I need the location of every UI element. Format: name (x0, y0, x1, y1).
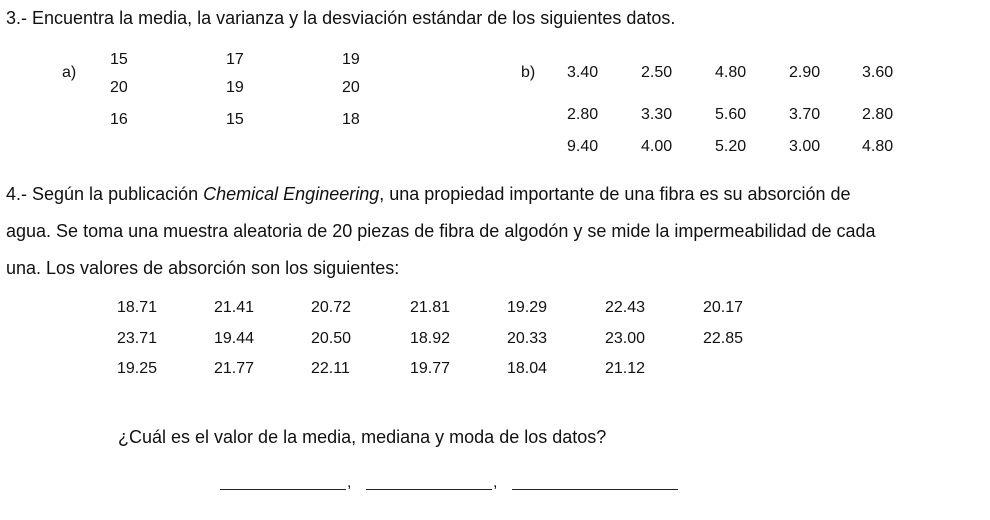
q3-b-value: 2.80 (567, 106, 599, 123)
q3-a-value: 19 (226, 79, 244, 96)
q3-b-value: 3.60 (862, 64, 894, 81)
q4-value: 18.71 (117, 299, 158, 316)
q3-a-value: 20 (110, 79, 128, 96)
q4-line-1: 4.- Según la publicación Chemical Engineering, una propiedad importante de una fibra es su absorción de (6, 184, 851, 204)
q3-b-value: 2.80 (862, 106, 894, 123)
q3-b-value: 5.60 (715, 106, 747, 123)
q4-value: 19.29 (507, 299, 548, 316)
q4-value: 21.12 (605, 360, 646, 377)
answer-blank-mean[interactable] (220, 489, 346, 490)
q3-a-value: 19 (342, 51, 360, 68)
q4-line-2: agua. Se toma una muestra aleatoria de 20 piezas de fibra de algodón y se mide la impermeabilidad de cada (6, 221, 876, 241)
q3-b-value: 3.40 (567, 64, 599, 81)
q4-value: 21.77 (214, 360, 255, 377)
q3-a-value: 16 (110, 111, 128, 128)
q4-value: 22.43 (605, 299, 646, 316)
q3-b-value: 4.00 (641, 138, 673, 155)
q4-line-3: una. Los valores de absorción son los siguientes: (6, 258, 400, 278)
q4-value: 20.33 (507, 330, 548, 347)
q3-a-value: 18 (342, 111, 360, 128)
q4-value: 22.85 (703, 330, 744, 347)
q3-a-value: 20 (342, 79, 360, 96)
q4-value: 19.25 (117, 360, 158, 377)
q4-question: ¿Cuál es el valor de la media, mediana y moda de los datos? (118, 427, 607, 447)
answer-blank-mode[interactable] (512, 489, 678, 490)
q4-value: 18.04 (507, 360, 548, 377)
q3-b-value: 2.90 (789, 64, 821, 81)
q3-b-value: 5.20 (715, 138, 747, 155)
q3-a-value: 15 (110, 51, 128, 68)
q3-a-value: 17 (226, 51, 244, 68)
q4-value: 21.81 (410, 299, 451, 316)
q4-value: 19.77 (410, 360, 451, 377)
q3-title: 3.- Encuentra la media, la varianza y la desviación estándar de los siguientes datos. (6, 8, 676, 28)
q3-b-value: 3.00 (789, 138, 821, 155)
answer-blank-median[interactable] (366, 489, 492, 490)
q4-value: 22.11 (311, 360, 350, 377)
q4-value: 23.71 (117, 330, 158, 347)
q3-a-value: 15 (226, 111, 244, 128)
q4-value: 19.44 (214, 330, 255, 347)
q4-value: 18.92 (410, 330, 451, 347)
q3-b-value: 2.50 (641, 64, 673, 81)
q4-value: 20.50 (311, 330, 352, 347)
q4-value: 20.17 (703, 299, 744, 316)
q3-b-value: 4.80 (862, 138, 894, 155)
q3-b-value: 3.70 (789, 106, 821, 123)
q4-value: 21.41 (214, 299, 255, 316)
q3-a-label: a) (62, 64, 77, 81)
q4-value: 20.72 (311, 299, 352, 316)
comma-1: , (347, 474, 352, 491)
publication-name: Chemical Engineering (203, 184, 380, 204)
comma-2: , (493, 474, 498, 491)
q3-b-value: 3.30 (641, 106, 673, 123)
q3-b-label: b) (521, 64, 536, 81)
q3-b-value: 4.80 (715, 64, 747, 81)
q4-value: 23.00 (605, 330, 646, 347)
q3-b-value: 9.40 (567, 138, 599, 155)
